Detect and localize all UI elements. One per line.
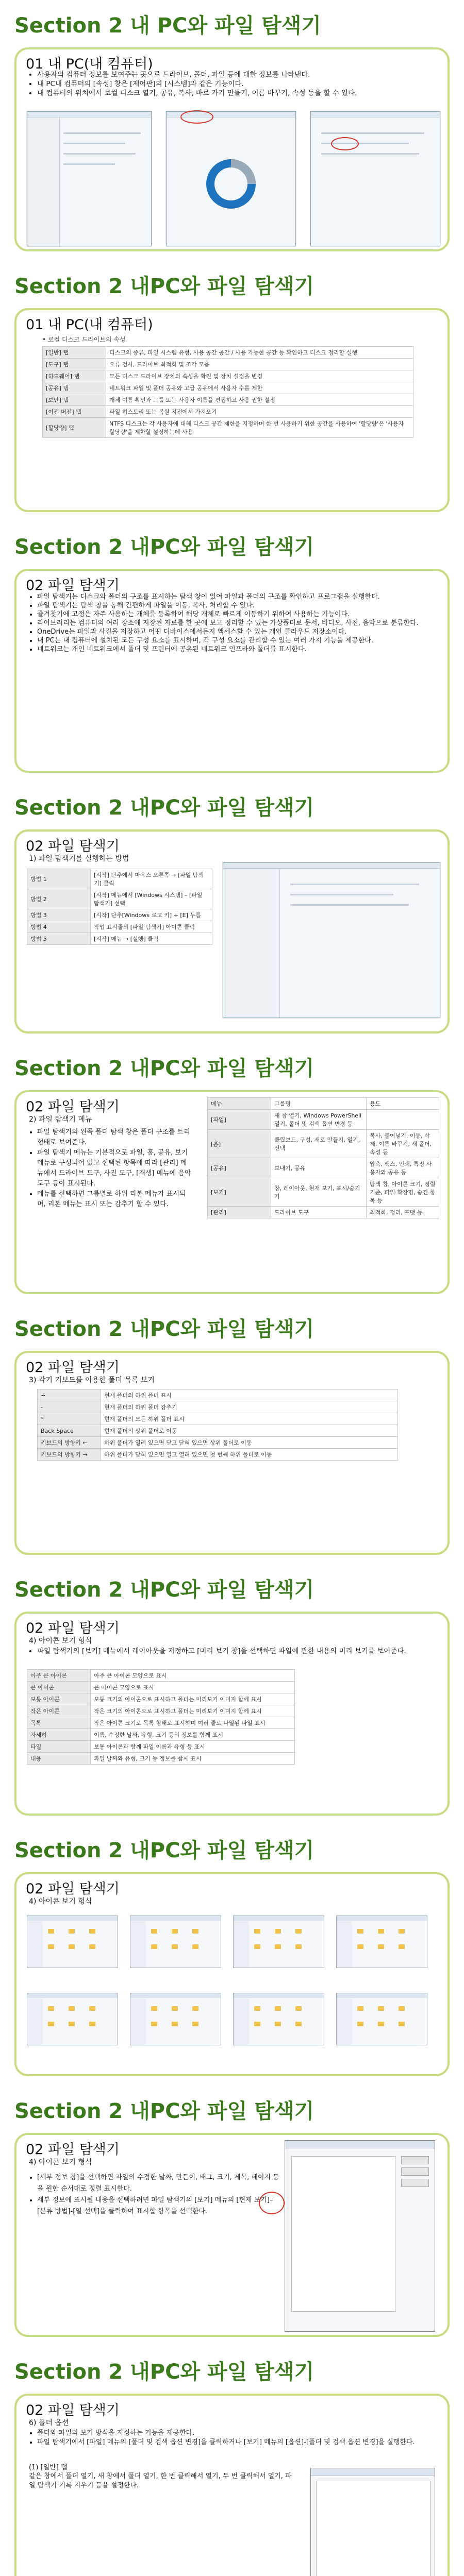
subsection-title: 4) 아이콘 보기 형식: [29, 1897, 92, 1906]
table-cell: [일반] 탭: [43, 347, 106, 359]
table-cell: 현재 폴더의 상위 폴더로 이동: [101, 1425, 398, 1437]
view-thumbnail: [130, 1993, 221, 2045]
content-panel: [14, 1090, 450, 1294]
table-row: [27, 1741, 295, 1753]
slide-title: Section 2 내PC와 파일 탐색기: [14, 1317, 314, 1341]
section-title: 02 파일 탐색기: [26, 1360, 120, 1376]
table-row: [27, 1693, 295, 1705]
section-title: 02 파일 탐색기: [26, 1099, 120, 1115]
bullet: • 내 PC는 내 컴퓨터에 설치된 모든 구성 요소를 표시하며, 각 구성 요소를 관리할 수 있는 여러 가지 기능을 제공한다.: [37, 636, 450, 645]
subsection-title: 1) 파일 탐색기를 실행하는 방법: [29, 855, 129, 863]
table-cell: 큰 아이콘: [27, 1682, 91, 1693]
folder-icon: [399, 1944, 405, 1949]
view-thumbnail: [130, 1916, 221, 1968]
section-title: 02 파일 탐색기: [26, 2402, 120, 2418]
disk-usage-icon: [200, 153, 262, 215]
table-row: [27, 1705, 295, 1717]
content-panel: [14, 829, 450, 1033]
table-cell: 용도: [367, 1098, 439, 1110]
table-row: [27, 933, 212, 945]
bullet-list: [29, 2429, 450, 2447]
table-row: [38, 1425, 398, 1437]
table-cell: 보통 크기의 아이콘으로 표시하고 폴더는 미리보기 이미지 함께 표시: [91, 1693, 295, 1705]
table-cell: 보통 아이콘: [27, 1693, 91, 1705]
table-cell: [공유] 탭: [43, 382, 106, 394]
table-row: [27, 909, 212, 921]
table-cell: NTFS 디스크는 각 사용자에 대해 디스크 공간 제한을 지정하며 한 번 사용하기 위한 공간을 사용하여 '할당량'은 '사용자 할당량'을 제한할 설정하는데 사용: [106, 418, 413, 438]
folder-icon: [192, 1944, 198, 1949]
bullet: • 내 PC내 컴퓨터의 [속성] 창은 [제어판]의 [시스템]과 같은 기능이다.: [37, 79, 450, 89]
bullet: • 파일 탐색기 메뉴는 기본적으로 파일, 홈, 공유, 보기 메뉴로 구성되어 있고 선택된 항목에 따라 [관리] 메뉴에서 드라이브 도구, 사진 도구, [재생] 메뉴에 음악 도구 등이 표시된다.: [37, 1148, 192, 1189]
folder-icon: [48, 2022, 54, 2026]
content-panel: [14, 2133, 450, 2337]
table-cell: [367, 1110, 439, 1130]
slide-title: Section 2 내PC와 파일 탐색기: [14, 1578, 314, 1602]
folder-icon: [378, 1944, 384, 1949]
bullet: • OneDrive는 파일과 사진을 저장하고 어떤 디바이스에서든지 액세스할 수 있는 개인 클라우드 저장소이다.: [37, 628, 450, 636]
table-cell: 방법 5: [27, 933, 91, 945]
table-row: [208, 1098, 439, 1110]
table-cell: 방법 4: [27, 921, 91, 933]
table-cell: -: [38, 1401, 101, 1413]
content-panel: [14, 2394, 450, 2576]
folder-icon: [69, 2006, 75, 2011]
slide-4: [0, 782, 464, 1043]
table-row: [27, 921, 212, 933]
table-cell: 파일 히스토리 또는 복원 지점에서 가져오기: [106, 406, 413, 418]
annotation-circle: [259, 2192, 285, 2214]
table-row: [208, 1207, 439, 1218]
subsection-title: 6) 폴더 옵션: [29, 2419, 69, 2427]
table-cell: 보내기, 공유: [271, 1158, 367, 1178]
table-cell: 내용: [27, 1753, 91, 1765]
folder-icon: [151, 1944, 157, 1949]
table-cell: 탐색 창, 아이콘 크기, 정렬 기준, 파일 확장명, 숨긴 항목 등: [367, 1178, 439, 1207]
table-cell: 자세히: [27, 1729, 91, 1741]
table-cell: [시작] 단추에서 마우스 오른쪽 → [파일 탐색기] 클릭: [91, 869, 212, 889]
table-cell: [하드웨어] 탭: [43, 370, 106, 382]
explorer-screenshot: [223, 862, 440, 1018]
table-cell: 아주 큰 아이콘 모양으로 표시: [91, 1670, 295, 1682]
table-cell: [도구] 탭: [43, 359, 106, 370]
slide-7: [0, 1564, 464, 1825]
folder-icon: [89, 2006, 95, 2011]
table-cell: 타일: [27, 1741, 91, 1753]
section-title: 02 파일 탐색기: [26, 1881, 120, 1897]
folder-icon: [295, 2006, 302, 2011]
table-cell: 창, 레이아웃, 현재 보기, 표시/숨기기: [271, 1178, 367, 1207]
slide-title: Section 2 내PC와 파일 탐색기: [14, 1839, 314, 1862]
bullet: • 사용자의 컴퓨터 정보를 보여주는 곳으로 드라이브, 폴더, 파일 등에 대한 정보를 나타낸다.: [37, 70, 450, 79]
folder-icon: [254, 2006, 260, 2011]
folder-icon: [48, 2006, 54, 2011]
section-title: 02 파일 탐색기: [26, 578, 120, 594]
folder-icon: [192, 2006, 198, 2011]
table-cell: *: [38, 1413, 101, 1425]
content-panel: [14, 569, 450, 773]
slide-2: [0, 261, 464, 521]
section-title: 02 파일 탐색기: [26, 1620, 120, 1636]
table-row: [27, 1753, 295, 1765]
slide-title: Section 2 내PC와 파일 탐색기: [14, 1057, 314, 1080]
section-title: 02 파일 탐색기: [26, 2142, 120, 2158]
folder-icon: [89, 2022, 95, 2026]
view-thumbnail: [336, 1993, 427, 2045]
bullet: • 라이브러리는 컴퓨터의 여러 장소에 저장된 자료를 한 곳에 보고 정리할 수 있는 가상폴더로 문서, 비디오, 사진, 음악으로 분류한다.: [37, 619, 450, 628]
table-row: [38, 1449, 398, 1461]
table-row: [208, 1178, 439, 1207]
bullet: • 폴더와 파일의 보기 방식을 지정하는 기능을 제공한다.: [37, 2429, 450, 2438]
table-cell: 메뉴: [208, 1098, 271, 1110]
slide-title: Section 2 내PC와 파일 탐색기: [14, 275, 314, 298]
content-panel: [14, 1351, 450, 1555]
bullet: • 즐겨찾기에 고정은 자주 사용하는 개체를 등록하여 해당 개체로 빠르게 이동하기 위하여 사용하는 기능이다.: [37, 610, 450, 619]
table-row: [27, 1670, 295, 1682]
table-row: [27, 1682, 295, 1693]
table-row: [208, 1110, 439, 1130]
table-cell: 새 창 열기, Windows PowerShell 열기, 폴더 및 검색 옵션 변경 등: [271, 1110, 367, 1130]
folder-icon: [151, 2022, 157, 2026]
bullet-list: [29, 592, 450, 654]
table-cell: 그룹명: [271, 1098, 367, 1110]
view-thumbnail: [233, 1916, 324, 1968]
table-cell: 개체 이름 확인과 그룹 또는 사용자 이름을 편집하고 사용 권한 설정: [106, 394, 413, 406]
folder-icon: [69, 2022, 75, 2026]
menu-table: [207, 1097, 439, 1218]
table-cell: 현재 폴더의 모든 하위 폴더 표시: [101, 1413, 398, 1425]
table-row: [43, 370, 413, 382]
table-cell: 작은 아이콘: [27, 1705, 91, 1717]
folder-icon: [48, 1929, 54, 1934]
table-cell: [시작] 메뉴 → [실행] 클릭: [91, 933, 212, 945]
folder-icon: [172, 2006, 178, 2011]
slide-10: [0, 2346, 464, 2576]
table-cell: 클립보드, 구성, 새로 만들기, 열기, 선택: [271, 1130, 367, 1158]
bullet: • 세부 정보에 표시될 내용을 선택하려면 파일 탐색기의 [보기] 메뉴의 [현재 보기]–[분류 방법]-[열 선택]을 클릭하여 표시할 항목을 선택한다.: [37, 2195, 279, 2217]
table-cell: 작은 크기의 아이콘으로 표시하고 폴더는 미리보기 이미지 함께 표시: [91, 1705, 295, 1717]
folder-icon: [295, 1929, 302, 1934]
folder-icon: [357, 2006, 363, 2011]
bullet-list: [29, 1127, 192, 1210]
table-row: [38, 1437, 398, 1449]
table-cell: 키보드의 방향키 →: [38, 1449, 101, 1461]
table-row: [27, 889, 212, 909]
folder-icon: [275, 2022, 281, 2026]
table-cell: 작은 아이콘 크기로 목록 형태로 표시하며 여러 줄로 나열된 파일 표시: [91, 1717, 295, 1729]
table-cell: 파일 날짜와 유형, 크기 등 정보를 함께 표시: [91, 1753, 295, 1765]
folder-icon: [48, 1944, 54, 1949]
table-cell: 하위 폴더가 열려 있으면 닫고 닫혀 있으면 상위 폴더로 이동: [101, 1437, 398, 1449]
keys-table: [37, 1389, 398, 1461]
folder-icon: [151, 1929, 157, 1934]
bullet: • 파일 탐색기의 왼쪽 폴더 탐색 창은 폴더 구조를 트리 형태로 보여준다.: [37, 1127, 192, 1148]
table-row: [38, 1389, 398, 1401]
bullet: • [세부 정보 창]을 선택하면 파일의 수정한 날짜, 만든이, 태그, 크기, 제목, 페이지 등을 원한 순서대로 정렬 표시한다.: [37, 2172, 279, 2195]
folder-icon: [399, 1929, 405, 1934]
folder-icon: [172, 1929, 178, 1934]
folder-icon: [357, 2022, 363, 2026]
table-row: [43, 359, 413, 370]
table-cell: 보통 아이콘과 함께 파일 이름과 유형 등 표시: [91, 1741, 295, 1753]
table-cell: +: [38, 1389, 101, 1401]
slide-title: Section 2 내PC와 파일 탐색기: [14, 2099, 314, 2123]
view-thumbnail: [27, 1916, 118, 1968]
slide-9: [0, 2086, 464, 2346]
table-cell: 이름, 수정한 날짜, 유형, 크기 등의 정보를 함께 표시: [91, 1729, 295, 1741]
folder-icon: [295, 1944, 302, 1949]
folder-icon: [357, 1929, 363, 1934]
bullet: • 파일 탐색기는 탐색 창을 통해 간편하게 파일을 이동, 복사, 처리할 수 있다.: [37, 601, 450, 610]
folder-icon: [69, 1929, 75, 1934]
bullet: • 내 컴퓨터의 위치에서 로컬 디스크 열기, 공유, 복사, 바로 가기 만들기, 이름 바꾸기, 속성 등을 할 수 있다.: [37, 89, 450, 98]
table-row: [43, 394, 413, 406]
table-cell: 방법 1: [27, 869, 91, 889]
slide-5: [0, 1043, 464, 1303]
table-cell: 네트워크 파일 및 폴더 공유와 고급 공유에서 사용자 수를 제한: [106, 382, 413, 394]
table-cell: 목록: [27, 1717, 91, 1729]
subsection-title: 4) 아이콘 보기 형식: [29, 2158, 92, 2166]
section-title: 01 내 PC(내 컴퓨터): [26, 317, 153, 333]
view-table: [27, 1669, 295, 1765]
system-properties-screenshot: [310, 111, 440, 246]
table-row: [27, 869, 212, 889]
table-cell: 아주 큰 아이콘: [27, 1670, 91, 1682]
table-cell: 복사, 붙여넣기, 이동, 삭제, 이름 바꾸기, 새 폴더, 속성 등: [367, 1130, 439, 1158]
bullet: • 파일 탐색기의 [보기] 메뉴에서 레이아웃을 지정하고 [미리 보기 창]을 선택하면 파일에 관한 내용의 미리 보기를 보여준다.: [37, 1647, 439, 1656]
folder-options-dialog: [310, 2468, 435, 2576]
table-row: [208, 1130, 439, 1158]
choose-details-dialog: [285, 2140, 435, 2332]
table-row: [38, 1413, 398, 1425]
folder-icon: [275, 1944, 281, 1949]
folder-icon: [378, 2006, 384, 2011]
table-cell: [시작] 메뉴에서 [Windows 시스템] – [파일 탐색기] 선택: [91, 889, 212, 909]
folder-icon: [172, 2022, 178, 2026]
table-row: [38, 1401, 398, 1413]
subsection-title: 4) 아이콘 보기 형식: [29, 1637, 92, 1645]
table-cell: 작업 표시줄의 [파일 탐색기] 아이콘 클릭: [91, 921, 212, 933]
folder-icon: [399, 2006, 405, 2011]
slide-6: [0, 1303, 464, 1564]
content-panel: [14, 1872, 450, 2076]
table-cell: [시작] 단추[Windows 로고 키] + [E] 누름: [91, 909, 212, 921]
subsection-title: 3) 각기 키보드를 이용한 폴더 목록 보기: [29, 1376, 155, 1384]
view-thumbnail: [233, 1993, 324, 2045]
folder-icon: [254, 1929, 260, 1934]
section-title: 01 내 PC(내 컴퓨터): [26, 56, 153, 72]
table-cell: 드라이브 도구: [271, 1207, 367, 1218]
bullet: • 메뉴를 선택하면 그룹별로 하위 리본 메뉴가 표시되며, 리본 메뉴는 표시 또는 감추기 할 수 있다.: [37, 1189, 192, 1210]
folder-icon: [89, 1944, 95, 1949]
folder-icon: [295, 2022, 302, 2026]
slide-3: [0, 521, 464, 782]
table-cell: 큰 아이콘 모양으로 표시: [91, 1682, 295, 1693]
table-cell: 오류 검사, 드라이브 최적화 및 조각 모음: [106, 359, 413, 370]
table-cell: [할당량] 탭: [43, 418, 106, 438]
table-cell: [관리]: [208, 1207, 271, 1218]
folder-icon: [275, 1929, 281, 1934]
table-row: [43, 382, 413, 394]
table-cell: [보기]: [208, 1178, 271, 1207]
view-thumbnail: [336, 1916, 427, 1968]
table-cell: [공유]: [208, 1158, 271, 1178]
table-cell: [보안] 탭: [43, 394, 106, 406]
slide-title: Section 2 내PC와 파일 탐색기: [14, 535, 314, 559]
table-row: [27, 1729, 295, 1741]
table-cell: 최적화, 정리, 포맷 등: [367, 1207, 439, 1218]
slide-title: Section 2 내 PC와 파일 탐색기: [14, 14, 322, 38]
bullet: • 파일 탐색기는 디스크와 폴더의 구조를 표시하는 탐색 창이 있어 파일과 폴더의 구조를 확인하고 프로그램을 실행한다.: [37, 592, 450, 601]
slide-title: Section 2 내PC와 파일 탐색기: [14, 796, 314, 820]
table-cell: [이전 버전] 탭: [43, 406, 106, 418]
paragraph: 같은 창에서 폴더 열기, 새 창에서 폴더 열기, 한 번 클릭해서 열기, 두 번 클릭해서 열기, 파일 탐색기 기록 지우기 등을 설정한다.: [29, 2472, 292, 2489]
table-row: [43, 406, 413, 418]
section-title: 02 파일 탐색기: [26, 838, 120, 854]
content-panel: [14, 1612, 450, 1816]
table-cell: 현재 폴더의 하위 폴더 감추기: [101, 1401, 398, 1413]
table-row: [43, 347, 413, 359]
table-cell: [홈]: [208, 1130, 271, 1158]
table-cell: 현재 폴더의 하위 폴더 표시: [101, 1389, 398, 1401]
table-row: [27, 1717, 295, 1729]
folder-icon: [378, 1929, 384, 1934]
disk-properties-screenshot: [166, 111, 296, 246]
folder-icon: [357, 1944, 363, 1949]
slide-title: Section 2 내PC와 파일 탐색기: [14, 2360, 314, 2384]
methods-table: [27, 869, 212, 945]
bullet: • 네트워크는 개인 네트워크에서 폴더 및 프린터에 공유된 네트워크 인프라와 폴더를 표시한다.: [37, 645, 450, 654]
table-row: [43, 418, 413, 438]
content-panel: [14, 47, 450, 251]
folder-icon: [192, 2022, 198, 2026]
explorer-screenshot: [27, 111, 152, 246]
content-panel: [14, 308, 450, 512]
bullet: • 파일 탐색기에서 [파일] 메뉴의 [폴더 및 검색 옵션 변경]을 클릭하거나 [보기] 메뉴의 [옵션]-[폴더 및 검색 옵션 변경]을 실행한다.: [37, 2438, 450, 2447]
table-cell: 압축, 팩스, 인쇄, 특정 사용자와 공유 등: [367, 1158, 439, 1178]
table-cell: 방법 2: [27, 889, 91, 909]
properties-table: [42, 346, 413, 438]
folder-icon: [69, 1944, 75, 1949]
table-cell: 방법 3: [27, 909, 91, 921]
folder-icon: [192, 1929, 198, 1934]
folder-icon: [151, 2006, 157, 2011]
annotation-circle: [331, 137, 359, 150]
subsection-title: (1) [일반] 탭: [29, 2464, 68, 2471]
bullet-list: [29, 1647, 439, 1656]
table-cell: 키보드의 방향키 ←: [38, 1437, 101, 1449]
slide-8: [0, 1825, 464, 2086]
table-row: [208, 1158, 439, 1178]
folder-icon: [89, 1929, 95, 1934]
folder-icon: [254, 1944, 260, 1949]
view-thumbnail: [27, 1993, 118, 2045]
bullet-list: [29, 2172, 279, 2217]
subsection-title: 2) 파일 탐색기 메뉴: [29, 1115, 92, 1124]
bullet-list: [29, 70, 450, 98]
table-cell: 디스크의 종류, 파일 시스템 유형, 사용 공간 공간 / 사용 가능한 공간 등 확인하고 디스크 정리할 실행: [106, 347, 413, 359]
slide-1: [0, 0, 464, 261]
table-cell: Back Space: [38, 1425, 101, 1437]
table-caption: • 로컬 디스크 드라이브의 속성: [42, 336, 126, 343]
annotation-circle: [180, 110, 213, 124]
table-cell: [파일]: [208, 1110, 271, 1130]
folder-icon: [254, 2022, 260, 2026]
folder-icon: [378, 2022, 384, 2026]
table-cell: 모든 디스크 드라이브 장치의 속성을 확인 및 장치 설정을 변경: [106, 370, 413, 382]
table-cell: 하위 폴더가 닫혀 있으면 열고 열려 있으면 첫 번째 하위 폴더로 이동: [101, 1449, 398, 1461]
folder-icon: [399, 2022, 405, 2026]
folder-icon: [275, 2006, 281, 2011]
folder-icon: [172, 1944, 178, 1949]
